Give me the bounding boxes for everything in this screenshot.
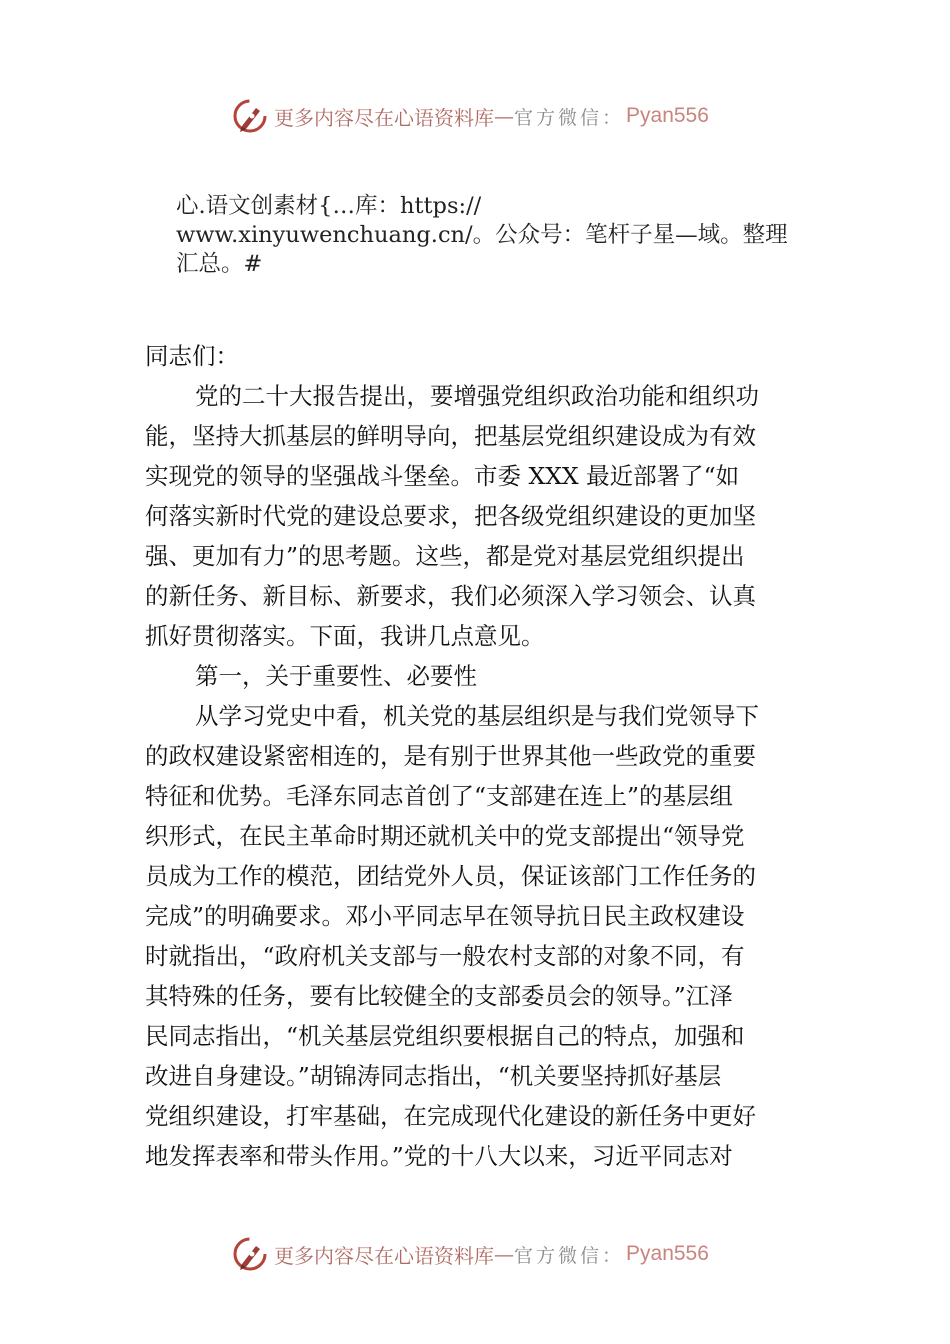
body-line: 织形式，在民主革命时期还就机关中的党支部提出“领导党 bbox=[145, 822, 745, 850]
banner-text: 更多内容尽在心语资料库 bbox=[274, 105, 494, 130]
body-line: 其特殊的任务，要有比较健全的支部委员会的领导。”江泽 bbox=[145, 982, 733, 1010]
source-line: 心.语文创素材{…库：https:// bbox=[176, 193, 482, 219]
body-line: 的新任务、新目标、新要求，我们必须深入学习领会、认真 bbox=[145, 582, 756, 610]
header-banner bbox=[230, 96, 709, 136]
banner-separator: — bbox=[494, 104, 514, 128]
body-line: 党的二十大报告提出，要增强党组织政治功能和组织功 bbox=[195, 382, 759, 410]
banner-label: 官方微信： bbox=[514, 1244, 625, 1267]
body-line: 实现党的领导的坚强战斗堡垒。市委 XXX 最近部署了“如 bbox=[145, 462, 740, 490]
body-line: 民同志指出，“机关基层党组织要根据自己的特点，加强和 bbox=[145, 1022, 745, 1050]
banner-separator: — bbox=[494, 1242, 514, 1266]
body-line: 地发挥表率和带头作用。”党的十八大以来，习近平同志对 bbox=[145, 1142, 733, 1170]
body-line: 何落实新时代党的建设总要求，把各级党组织建设的更加坚 bbox=[145, 502, 756, 530]
source-note bbox=[176, 192, 836, 279]
body-line: 从学习党史中看，机关党的基层组织是与我们党领导下 bbox=[195, 702, 759, 730]
section-heading: 第一，关于重要性、必要性 bbox=[195, 662, 477, 690]
body-line: 的政权建设紧密相连的，是有别于世界其他一些政党的重要 bbox=[145, 742, 756, 770]
banner-handle: Pyan556 bbox=[626, 104, 709, 127]
banner-text: 更多内容尽在心语资料库 bbox=[274, 1243, 494, 1268]
body-line: 抓好贯彻落实。下面，我讲几点意见。 bbox=[145, 622, 545, 650]
body-line: 完成”的明确要求。邓小平同志早在领导抗日民主政权建设 bbox=[145, 902, 745, 930]
source-line: www.xinyuwenchuang.cn/。公众号：笔杆子星—域。整理 bbox=[176, 222, 788, 248]
greeting: 同志们： bbox=[145, 342, 239, 370]
pen-logo-icon bbox=[230, 96, 270, 136]
body-line: 改进自身建设。”胡锦涛同志指出，“机关要坚持抓好基层 bbox=[145, 1062, 722, 1090]
pen-logo-icon bbox=[230, 1234, 270, 1274]
body-line: 时就指出，“政府机关支部与一般农村支部的对象不同，有 bbox=[145, 942, 745, 970]
body-line: 员成为工作的模范，团结党外人员，保证该部门工作任务的 bbox=[145, 862, 756, 890]
banner-handle: Pyan556 bbox=[626, 1242, 709, 1265]
body-line: 特征和优势。毛泽东同志首创了“支部建在连上”的基层组 bbox=[145, 782, 734, 810]
body-line: 能，坚持大抓基层的鲜明导向，把基层党组织建设成为有效 bbox=[145, 422, 756, 450]
source-line: 汇总。# bbox=[176, 251, 263, 277]
body-line: 强、更加有力”的思考题。这些，都是党对基层党组织提出 bbox=[145, 542, 745, 570]
document-body bbox=[145, 336, 810, 1176]
body-line: 党组织建设，打牢基础，在完成现代化建设的新任务中更好 bbox=[145, 1102, 756, 1130]
banner-label: 官方微信： bbox=[514, 106, 625, 129]
footer-banner bbox=[230, 1234, 709, 1274]
